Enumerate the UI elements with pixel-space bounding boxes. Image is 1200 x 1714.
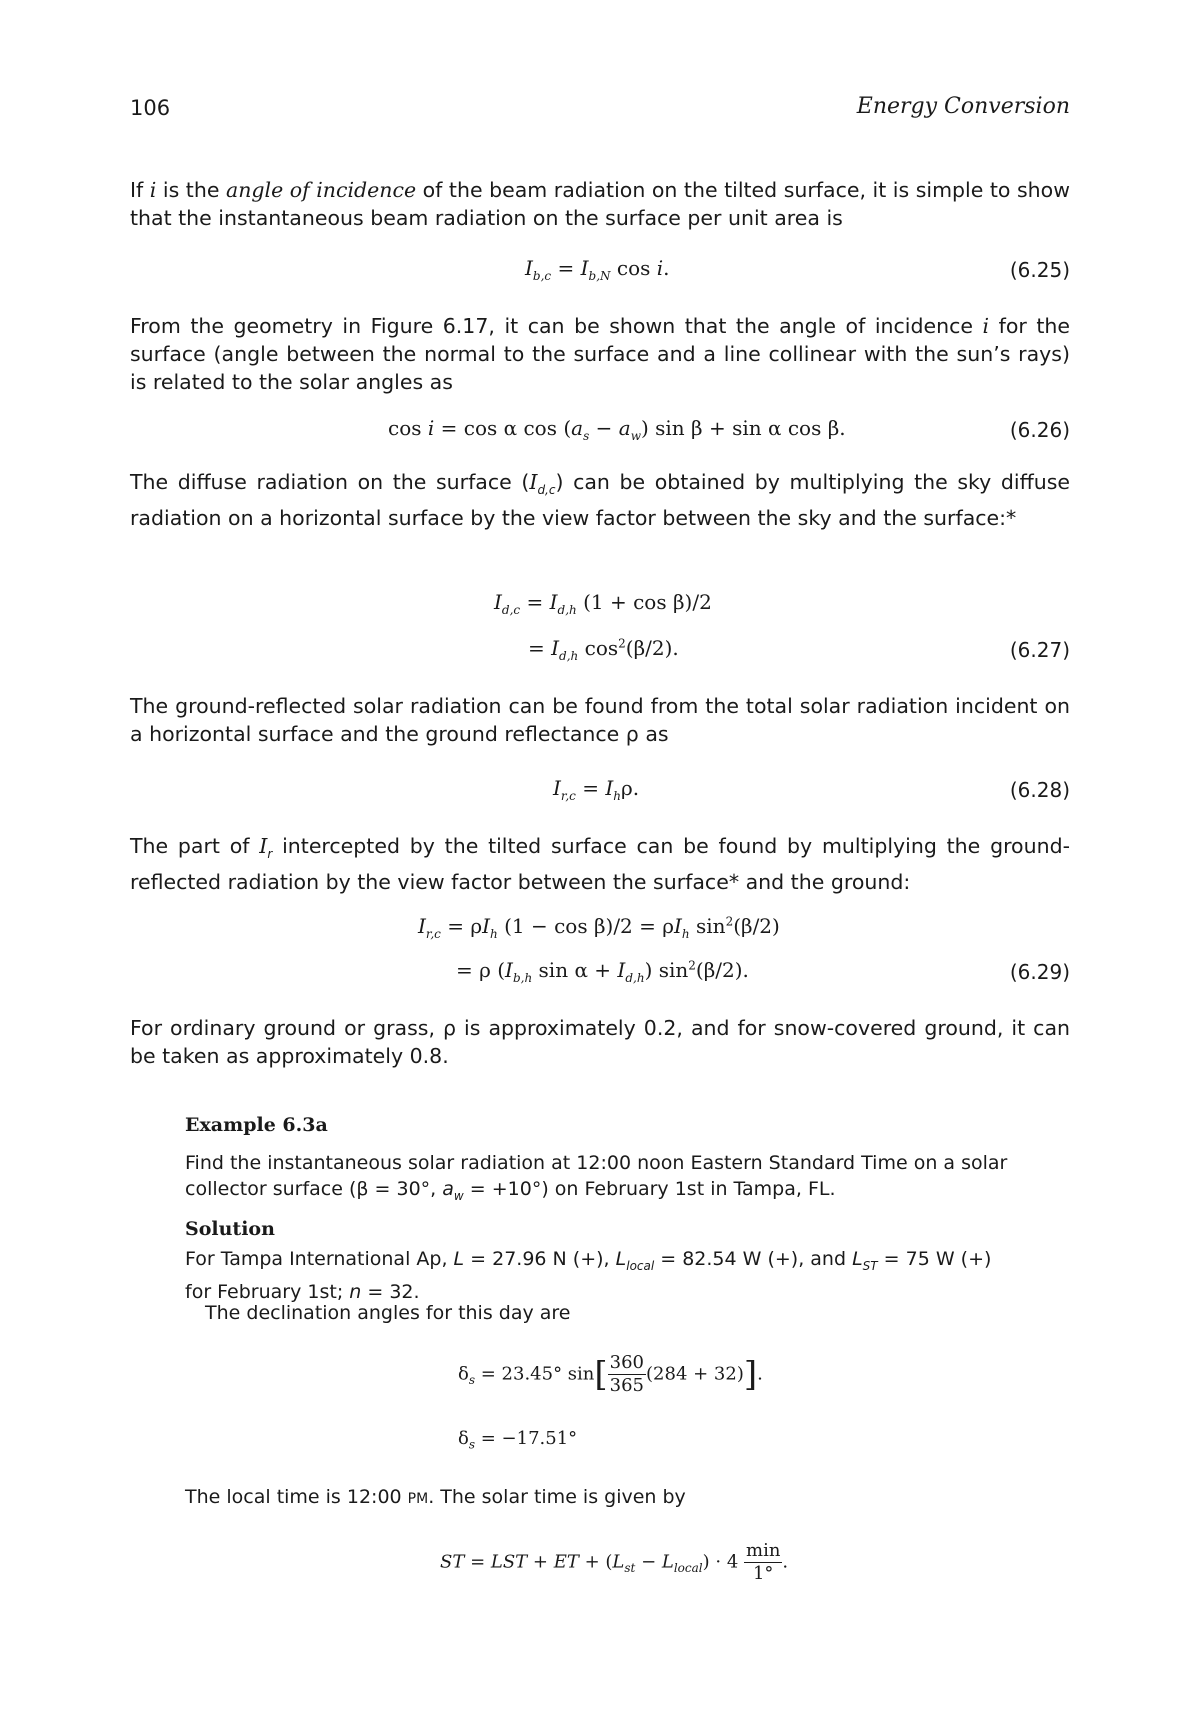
p1-text-b: is the — [156, 178, 226, 202]
equation-number-6-27: (6.27) — [1009, 638, 1070, 662]
p1-term: angle of incidence — [225, 178, 417, 202]
solution-text-e: = 32. — [361, 1280, 420, 1303]
p2-symbol-i: i — [982, 314, 990, 338]
p1-symbol-i: i — [149, 178, 157, 202]
declination-eq-args: (284 + 32) — [646, 1363, 744, 1385]
equation-6-29-line2: = ρ ($I_{b,h}$ $\sin \alpha + I_{d,h}$) $\sin^2(\beta/2)$. — [456, 958, 749, 985]
p1-text-a: If — [130, 178, 150, 202]
example-problem: Find the instantaneous solar radiation at 12:00 noon Eastern Standard Time on a solar collector surface (β = 30°, $a_w = +10^\circ$) on February 1st in Tampa, FL. — [185, 1152, 1008, 1203]
solution-text-b: = 27.96 N (+), — [464, 1248, 616, 1270]
p2-text-a: From the geometry in Figure 6.17, it can be shown that the angle of incidence — [130, 314, 983, 338]
equation-6-27-line2: = $I_{d,h}$ $\cos^2(\beta/2)$. — [528, 636, 679, 663]
page-number: 106 — [130, 96, 171, 120]
running-title: Energy Conversion — [856, 94, 1070, 119]
pm-label: PM — [407, 1491, 429, 1507]
delta-symbol: δ — [458, 1363, 469, 1385]
p5-text-b: intercepted by the tilted surface can be found by multiplying the ground-reflected radiation by the view factor between the surface* and the ground: — [130, 834, 1070, 895]
local-time-text-b: . The solar time is given by — [428, 1486, 686, 1508]
equation-number-6-26: (6.26) — [1009, 418, 1070, 442]
paragraph-ground-reflected: The ground-reflected solar radiation can be found from the total solar radiation incident on a horizontal surface and the ground reflectance ρ as — [130, 694, 1070, 746]
solution-text-a: For Tampa International Ap, — [185, 1248, 454, 1270]
paragraph-angle-of-incidence — [130, 176, 1070, 232]
solution-text-c: = 82.54 W (+), and — [654, 1248, 853, 1270]
p3-text-b: ) can be obtained by multiplying the sky diffuse radiation on a horizontal surface by the view factor between the sky and the surface:* — [130, 470, 1070, 531]
declination-eq-lhs: = 23.45° sin — [475, 1363, 595, 1385]
fraction-360-365 — [608, 1352, 646, 1397]
p1-text-c: of the beam radiation on the tilted surface, it is simple to show that the instantaneous beam radiation on the surface per unit area is — [130, 178, 1070, 230]
solar-time-equation: ST = LST + ET + $(L_{st} - L_{local}) \cdot 4$ $\frac{\min}{1^\circ}$ . — [440, 1540, 789, 1584]
paragraph-reflectance-values: For ordinary ground or grass, ρ is approximately 0.2, and for snow-covered ground, it can be taken as approximately 0.8. — [130, 1016, 1070, 1068]
equation-number-6-25: (6.25) — [1009, 258, 1070, 282]
p3-text-a: The diffuse radiation on the surface ( — [130, 470, 530, 494]
solution-text: For Tampa International Ap, L = 27.96 N (+), $L_{local} = 82.54$ W (+), and $L_{ST} = 75$ W (+) for February 1st; n = 32. — [185, 1248, 992, 1303]
st-fraction-numerator: min — [746, 1540, 781, 1561]
declination-intro: The declination angles for this day are — [205, 1302, 571, 1324]
st-fraction-denominator: 1° — [752, 1563, 774, 1584]
equation-6-26: cos i = cos α $\cos (a_s - a_w)$ sin β + sin α cos β. — [388, 416, 846, 443]
paragraph-diffuse-radiation: The diffuse radiation on the surface $(I_{d,c})$ can be obtained by multiplying the sky diffuse radiation on a horizontal surface by the view factor between the sky and the surface:* — [130, 470, 1070, 531]
p2-text-b: for the surface (angle between the normal to the surface and a line collinear with the sun’s rays) is related to the solar angles as — [130, 314, 1071, 394]
example-problem-text-b: = +10°) on February 1st in Tampa, FL. — [463, 1178, 836, 1200]
example-title: Example 6.3a — [185, 1114, 328, 1136]
equation-6-25: $I_{b,c} = I_{b,N}$ cos i. — [525, 256, 670, 283]
equation-6-28: $I_{r,c} = I_h\rho$. — [553, 776, 640, 803]
equation-number-6-29: (6.29) — [1009, 960, 1070, 984]
fraction-min-degree — [744, 1540, 782, 1585]
declination-equation-1: $\delta_s = 23.45^\circ$ sin[ $\frac{360}{365}$ (284 + 32)]. — [458, 1352, 763, 1396]
fraction-numerator: 360 — [609, 1352, 645, 1373]
declination-value: = −17.51° — [475, 1428, 578, 1449]
paragraph-geometry — [130, 312, 1070, 396]
declination-equation-2: $\delta_s = -17.51^\circ$ — [458, 1428, 578, 1452]
fraction-denominator: 365 — [609, 1375, 645, 1396]
example-problem-text-a: Find the instantaneous solar radiation at 12:00 noon Eastern Standard Time on a solar collector surface (β = 30°, — [185, 1152, 1008, 1200]
local-time-text — [185, 1484, 1015, 1512]
equation-6-27-line1: $I_{d,c} = I_{d,h}$ (1 + cos β)/2 — [494, 590, 712, 617]
local-time-text-a: The local time is 12:00 — [185, 1486, 408, 1508]
solution-text-d: = 75 W (+) for February 1st; — [185, 1248, 992, 1303]
paragraph-tilted-surface: The part of $I_r$ intercepted by the tilted surface can be found by multiplying the ground-reflected radiation by the view factor between the surface* and the ground: — [130, 834, 1070, 895]
equation-number-6-28: (6.28) — [1009, 778, 1070, 802]
p5-text-a: The part of — [130, 834, 260, 858]
equation-6-29-line1: $I_{r,c} = \rho I_h$ $(1 - \cos \beta)/2 = \rho I_h$ $\sin^2(\beta/2)$ — [418, 914, 780, 941]
solution-label: Solution — [185, 1218, 275, 1240]
